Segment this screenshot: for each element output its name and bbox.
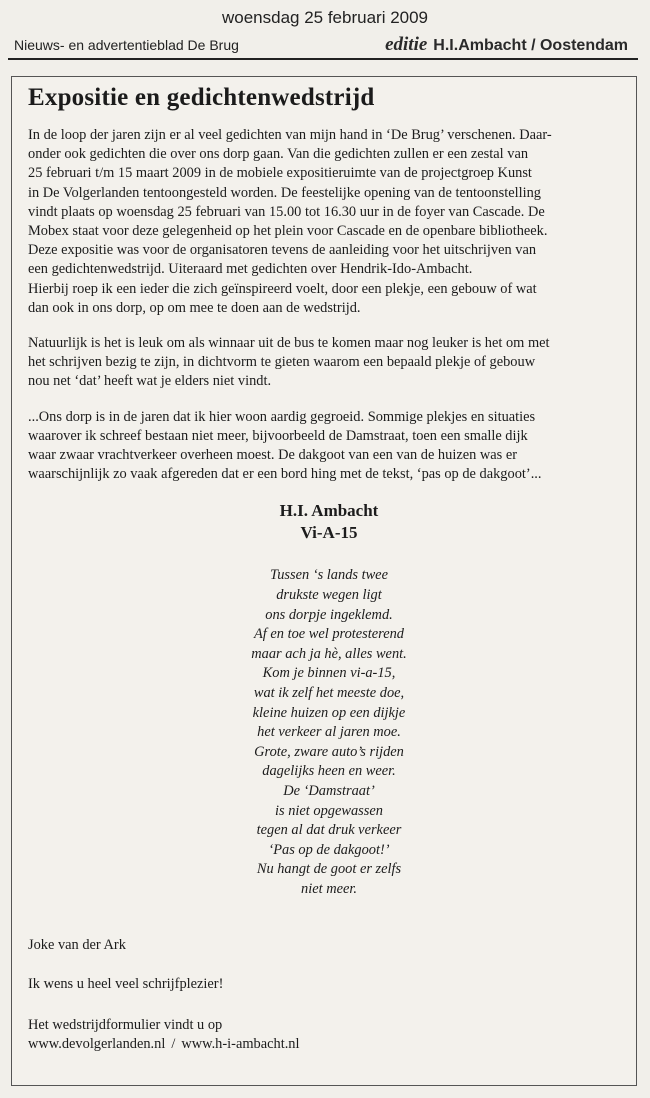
article-paragraph <box>28 408 630 485</box>
issue-date: woensdag 25 februari 2009 <box>221 8 429 27</box>
poem-line: kleine huizen op een dijkje <box>252 704 406 721</box>
poem-line: Grote, zware auto’s rijden <box>254 743 404 760</box>
poem-line: maar ach ja hè, alles went. <box>251 645 407 662</box>
poem-title <box>28 500 630 544</box>
poem-line: dagelijks heen en weer. <box>262 763 396 780</box>
paragraph-line: ...Ons dorp is in de jaren dat ik hier woon aardig gegroeid. Sommige plekjes en situaties <box>28 408 536 425</box>
poem-line: ons dorpje ingeklemd. <box>265 606 393 623</box>
poem-title-line1: H.I. Ambacht <box>279 501 379 521</box>
paragraph-line: in De Volgerlanden tentoongesteld worden. De feestelijke opening van de tentoonstelling <box>28 184 542 201</box>
poem-line: niet meer. <box>301 880 357 897</box>
link-devolgerlanden[interactable]: www.devolgerlanden.nl <box>28 1035 166 1052</box>
newspaper-name: Nieuws- en advertentieblad De Brug <box>14 37 239 53</box>
article-body <box>28 126 630 484</box>
paragraph-line: vindt plaats op woensdag 25 februari van 15.00 tot 16.30 uur in de foyer van Cascade. De <box>28 203 545 220</box>
author-signature: Joke van der Ark <box>28 936 126 953</box>
poem-line: Nu hangt de goot er zelfs <box>256 861 402 878</box>
paragraph-line: een gedichtenwedstrijd. Uiteraard met gedichten over Hendrik-Ido-Ambacht. <box>28 261 473 278</box>
poem-line: wat ik zelf het meeste doe, <box>253 685 405 702</box>
edition-word: editie <box>385 34 428 55</box>
edition-name: H.I.Ambacht / Oostendam <box>433 37 628 54</box>
poem-line: Tussen ‘s lands twee <box>270 567 388 584</box>
poem-line: Kom je binnen vi-a-15, <box>262 665 396 682</box>
link-hi-ambacht[interactable]: www.h-i-ambacht.nl <box>181 1035 300 1052</box>
closing-line: Ik wens u heel veel schrijfplezier! <box>28 975 224 992</box>
edition-label <box>385 34 628 56</box>
paragraph-line: In de loop der jaren zijn er al veel gedichten van mijn hand in ‘De Brug’ verschenen. Daar- <box>28 127 552 143</box>
article-paragraph <box>28 126 630 318</box>
poem-line: ‘Pas op de dakgoot!’ <box>268 841 390 858</box>
poem-line: drukste wegen ligt <box>276 587 382 604</box>
paragraph-line: Hierbij roep ik een ieder die zich geïnspireerd voelt, door een plekje, een gebouw of wat <box>28 280 537 297</box>
paragraph-line: Mobex staat voor deze gelegenheid op het plein voor Cascade en de openbare bibliotheek. <box>28 223 548 240</box>
paragraph-line: waar zwaar vrachtverkeer overheen moest. De dakgoot van een van de huizen was er <box>28 447 518 464</box>
form-note: Het wedstrijdformulier vindt u op <box>28 1016 223 1033</box>
article-headline: Expositie en gedichtenwedstrijd <box>28 84 375 111</box>
paragraph-line: onder ook gedichten die over ons dorp gaan. Van die gedichten zullen er een zestal van <box>28 146 529 163</box>
poem-line: tegen al dat druk verkeer <box>256 822 402 839</box>
paragraph-line: het schrijven bezig te zijn, in dichtvorm te gieten waarom een bepaald plekje of gebouw <box>28 354 536 371</box>
link-separator: / <box>171 1035 176 1052</box>
article <box>28 84 630 1054</box>
poem-title-line2: Vi-A-15 <box>300 523 358 543</box>
article-paragraph <box>28 334 630 392</box>
paragraph-line: waarover ik schreef bestaan niet meer, bijvoorbeeld de Damstraat, toen een smalle dijk <box>28 427 528 444</box>
paragraph-line: dan ook in ons dorp, op om mee te doen aan de wedstrijd. <box>28 299 361 316</box>
poem <box>28 566 630 899</box>
poem-line: Af en toe wel protesterend <box>254 626 404 643</box>
poem-line: is niet opgewassen <box>275 802 383 819</box>
masthead-rule <box>8 58 638 60</box>
paragraph-line: nou net ‘dat’ heeft wat je elders niet vindt. <box>28 373 272 390</box>
paragraph-line: 25 februari t/m 15 maart 2009 in de mobiele expositieruimte van de projectgroep Kunst <box>28 165 532 182</box>
paragraph-line: Deze expositie was voor de organisatoren tevens de aanleiding voor het uitschrijven van <box>28 242 537 259</box>
paragraph-line: waarschijnlijk zo vaak afgereden dat er een bord hing met de tekst, ‘pas op de dakgoot’... <box>28 466 542 483</box>
poem-line: De ‘Damstraat’ <box>283 782 375 799</box>
poem-line: het verkeer al jaren moe. <box>257 724 401 741</box>
paragraph-line: Natuurlijk is het is leuk om als winnaar uit de bus te komen maar nog leuker is het om met <box>28 335 550 352</box>
website-links <box>28 1035 630 1054</box>
